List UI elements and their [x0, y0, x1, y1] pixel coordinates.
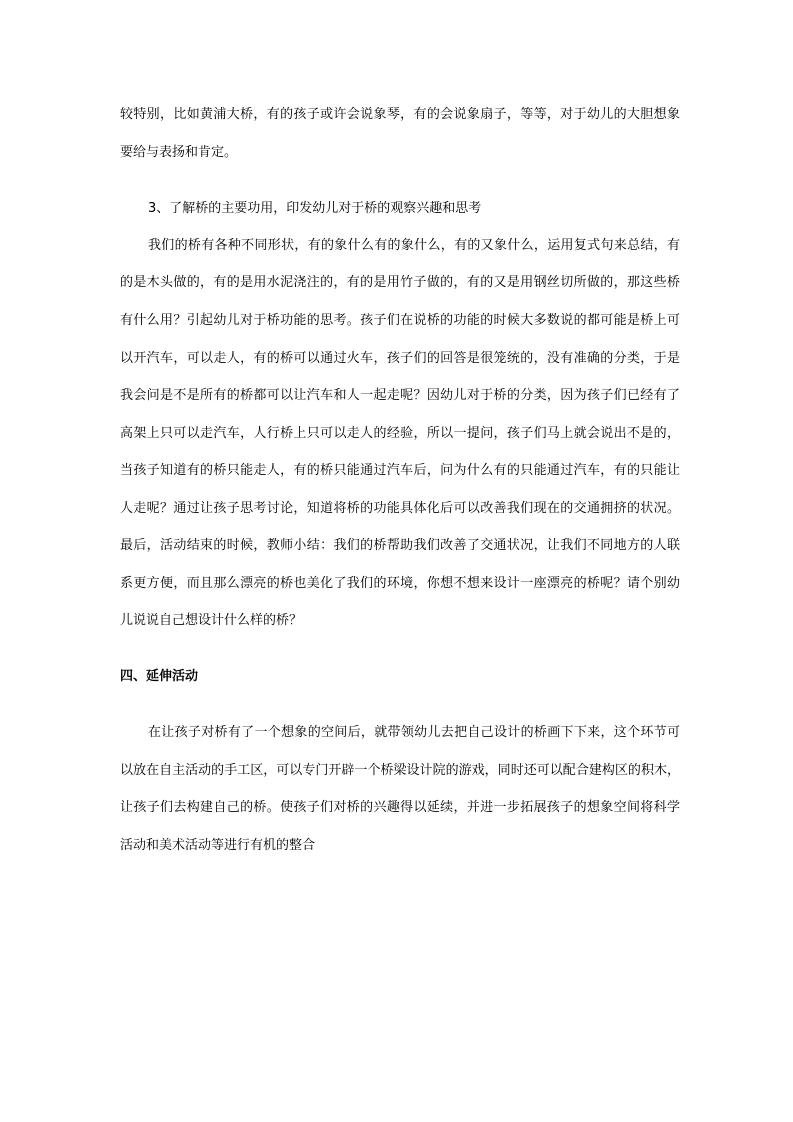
- paragraph-2-line-7: 当孩子知道有的桥只能走人，有的桥只能通过汽车后，问为什么有的只能通过汽车，有的只能让: [120, 463, 680, 478]
- paragraph-2-line-10: 系更方便，而且那么漂亮的桥也美化了我们的环境，你想不想来设计一座漂亮的桥呢？请个别幼: [120, 576, 680, 591]
- paragraph-2-line-1: 我们的桥有各种不同形状，有的象什么有的象什么，有的又象什么，运用复式句来总结，有: [148, 238, 680, 253]
- subheading-3: 3、了解桥的主要功用，印发幼儿对于桥的观察兴趣和思考: [148, 201, 482, 216]
- paragraph-2-line-3: 有什么用？引起幼儿对于桥功能的思考。孩子们在说桥的功能的时候大多数说的都可能是桥上可: [120, 313, 680, 328]
- paragraph-2-line-2: 的是木头做的，有的是用水泥浇注的，有的是用竹子做的，有的又是用钢丝切所做的，那这些桥: [120, 275, 680, 290]
- paragraph-3-line-3: 让孩子们去构建自己的桥。使孩子们对桥的兴趣得以延续，并进一步拓展孩子的想象空间将科学: [120, 800, 680, 815]
- paragraph-2-line-5: 我会问是不是所有的桥都可以让汽车和人一起走呢？因幼儿对于桥的分类，因为孩子们已经有了: [120, 388, 680, 403]
- paragraph-3-line-2: 以放在自主活动的手工区，可以专门开辟一个桥梁设计院的游戏，同时还可以配合建构区的积木，: [120, 763, 680, 778]
- paragraph-2-line-9: 最后，活动结束的时候，教师小结：我们的桥帮助我们改善了交通状况，让我们不同地方的人联: [120, 538, 680, 553]
- paragraph-2-line-8: 人走呢？通过让孩子思考讨论，知道将桥的功能具体化后可以改善我们现在的交通拥挤的状况。: [120, 501, 680, 516]
- paragraph-3-line-1: 在让孩子对桥有了一个想象的空间后，就带领幼儿去把自己设计的桥画下下来，这个环节可: [148, 725, 680, 740]
- paragraph-2-line-6: 高架上只可以走汽车，人行桥上只可以走人的经验，所以一提问，孩子们马上就会说出不是的，: [120, 426, 680, 441]
- paragraph-1-line-2: 要给与表扬和肯定。: [120, 145, 238, 160]
- paragraph-2-line-4: 以开汽车，可以走人，有的桥可以通过火车，孩子们的回答是很笼统的，没有准确的分类，于是: [120, 351, 680, 366]
- paragraph-3-line-4: 活动和美术活动等进行有机的整合: [120, 838, 316, 853]
- paragraph-2-line-11: 儿说说自己想设计什么样的桥？: [120, 613, 303, 628]
- paragraph-1-line-1: 较特别，比如黄浦大桥，有的孩子或许会说象琴，有的会说象扇子，等等，对于幼儿的大胆想象: [120, 107, 680, 122]
- section-4-title: 四、延伸活动: [120, 669, 199, 684]
